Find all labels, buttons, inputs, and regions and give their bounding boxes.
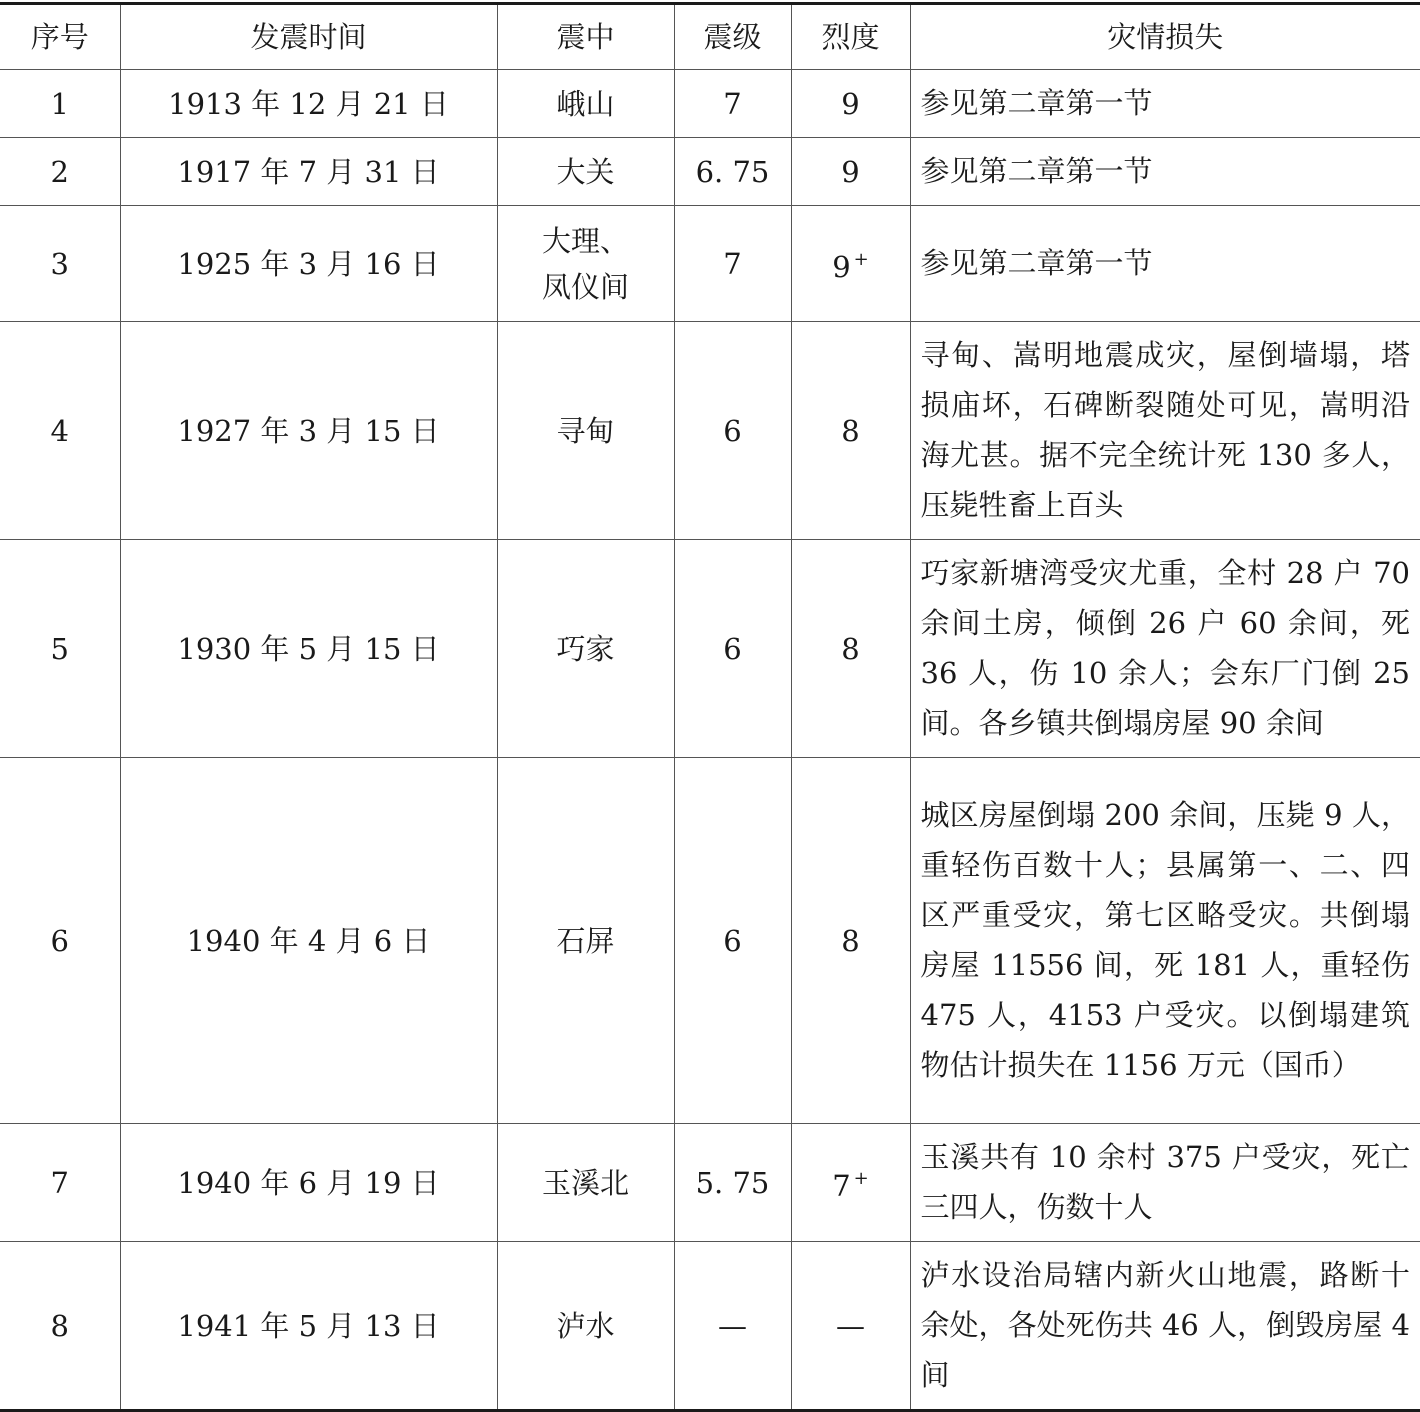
cell-loss: 参见第二章第一节 [910,70,1420,138]
table-row [0,758,1420,1124]
cell-intensity [791,540,910,758]
intensity-value: 9 [841,154,860,189]
cell-magnitude: — [674,1242,791,1411]
table-row [0,1124,1420,1242]
cell-loss: 参见第二章第一节 [910,206,1420,322]
cell-epicenter [497,70,674,138]
epicenter-line: 玉溪北 [541,1165,629,1200]
cell-epicenter [497,322,674,540]
cell-no: 3 [0,206,120,322]
header-epicenter: 震中 [497,4,674,70]
cell-date: 1930 年 5 月 15 日 [120,540,497,758]
cell-intensity [791,322,910,540]
cell-intensity [791,70,910,138]
cell-magnitude: 6. 75 [674,138,791,206]
intensity-value: 8 [841,413,860,448]
intensity-value: — [836,1308,865,1343]
cell-epicenter [497,1124,674,1242]
epicenter-line: 峨山 [556,86,615,121]
cell-magnitude: 6 [674,540,791,758]
cell-date: 1927 年 3 月 15 日 [120,322,497,540]
intensity-value: 9 [841,86,860,121]
cell-no: 5 [0,540,120,758]
intensity-plus-mark: + [853,1168,869,1189]
cell-date: 1940 年 4 月 6 日 [120,758,497,1124]
cell-epicenter [497,758,674,1124]
cell-magnitude: 7 [674,70,791,138]
table-row [0,1242,1420,1411]
cell-no: 4 [0,322,120,540]
cell-intensity [791,1242,910,1411]
cell-intensity [791,206,910,322]
epicenter-line: 大理、 [541,223,629,258]
cell-intensity [791,138,910,206]
epicenter-line: 泸水 [556,1308,615,1343]
cell-no: 1 [0,70,120,138]
epicenter-line: 石屏 [556,923,615,958]
cell-epicenter [497,206,674,322]
cell-date: 1925 年 3 月 16 日 [120,206,497,322]
header-no: 序号 [0,4,120,70]
cell-magnitude: 6 [674,758,791,1124]
cell-loss: 巧家新塘湾受灾尤重，全村 28 户 70 余间土房，倾倒 26 户 60 余间，死 36 人，伤 10 余人；会东厂门倒 25 间。各乡镇共倒塌房屋 90 余间 [910,540,1420,758]
epicenter-line: 凤仪间 [541,269,629,304]
intensity-value: 8 [841,923,860,958]
intensity-plus-mark: + [853,249,869,270]
cell-no: 6 [0,758,120,1124]
cell-magnitude: 6 [674,322,791,540]
cell-date: 1917 年 7 月 31 日 [120,138,497,206]
cell-intensity [791,758,910,1124]
cell-magnitude: 7 [674,206,791,322]
table-row [0,540,1420,758]
intensity-value: 7 [832,1169,851,1203]
epicenter-line: 巧家 [556,631,615,666]
table-row [0,70,1420,138]
table-row [0,206,1420,322]
header-intensity: 烈度 [791,4,910,70]
cell-no: 7 [0,1124,120,1242]
cell-intensity [791,1124,910,1242]
cell-date: 1941 年 5 月 13 日 [120,1242,497,1411]
epicenter-line: 寻甸 [556,413,615,448]
cell-loss: 寻甸、嵩明地震成灾，屋倒墙塌，塔损庙坏，石碑断裂随处可见，嵩明沿海尤甚。据不完全统计死 130 多人，压毙牲畜上百头 [910,322,1420,540]
cell-date: 1940 年 6 月 19 日 [120,1124,497,1242]
cell-loss: 泸水设治局辖内新火山地震，路断十余处，各处死伤共 46 人，倒毁房屋 4 间 [910,1242,1420,1411]
intensity-value: 8 [841,631,860,666]
cell-epicenter [497,138,674,206]
cell-loss: 城区房屋倒塌 200 余间，压毙 9 人，重轻伤百数十人；县属第一、二、四区严重受灾，第七区略受灾。共倒塌房屋 11556 间，死 181 人，重轻伤 475 人，4153 户受灾。以倒塌建筑物估计损失在 1156 万元（国币） [910,758,1420,1124]
cell-epicenter [497,1242,674,1411]
table-row [0,138,1420,206]
intensity-value: 9 [832,250,851,284]
header-date: 发震时间 [120,4,497,70]
header-magnitude: 震级 [674,4,791,70]
epicenter-line: 大关 [556,154,615,189]
cell-loss: 玉溪共有 10 余村 375 户受灾，死亡三四人，伤数十人 [910,1124,1420,1242]
cell-magnitude: 5. 75 [674,1124,791,1242]
header-row [0,4,1420,70]
earthquake-table [0,2,1420,1412]
cell-date: 1913 年 12 月 21 日 [120,70,497,138]
cell-epicenter [497,540,674,758]
table-row [0,322,1420,540]
header-loss: 灾情损失 [910,4,1420,70]
cell-loss: 参见第二章第一节 [910,138,1420,206]
cell-no: 2 [0,138,120,206]
cell-no: 8 [0,1242,120,1411]
